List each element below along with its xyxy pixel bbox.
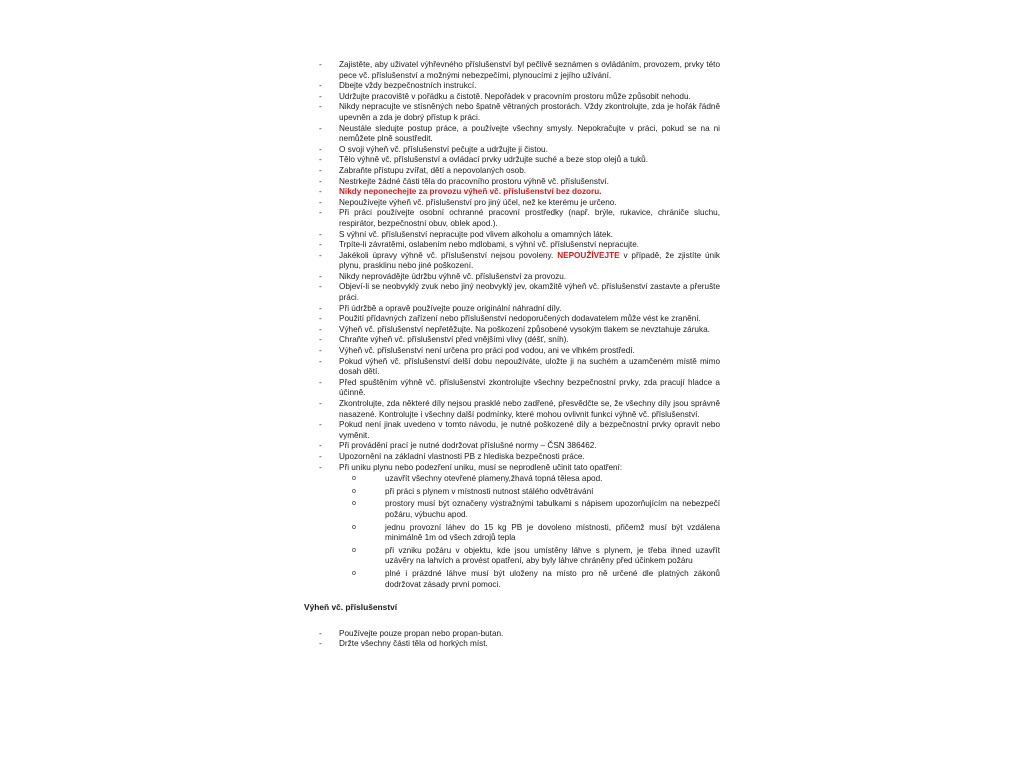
item-text: S výhní vč. příslušenství nepracujte pod vlivem alkoholu a omamných látek. xyxy=(339,229,613,239)
list-item xyxy=(300,346,720,357)
list-item xyxy=(300,357,720,378)
item-text: Dbejte vždy bezpečnostních instrukcí. xyxy=(339,81,477,91)
item-text: Před spuštěním výhně vč. příslušenství zkontrolujte všechny bezpečnostní prvky, zda pracují hladce a účinně. xyxy=(339,377,720,398)
list-item xyxy=(300,639,720,650)
item-text: Objeví-li se neobvyklý zvuk nebo jiný neobvyklý jev, okamžitě výheň vč. příslušenství zastavte a přerušte práci. xyxy=(339,282,720,303)
dash-bullet: - xyxy=(319,91,322,101)
section-list xyxy=(300,629,720,650)
sub-item-text: jednu provozní láhev do 15 kg PB je dovoleno místnosti, přičemž musí být vzdálena minimálně 1m od všech zdrojů tepla xyxy=(385,522,720,543)
list-item xyxy=(300,282,720,303)
item-text: Nepoužívejte výheň vč. příslušenství pro jiný účel, než ke kterému je určeno. xyxy=(339,197,617,207)
item-text: O svoji výheň vč. příslušenství pečujte a udržujte ji čistou. xyxy=(339,144,548,154)
list-item xyxy=(300,420,720,441)
list-item xyxy=(300,81,720,92)
item-text: Nestrkejte žádné části těla do pracovního prostoru výhně vč. příslušenství. xyxy=(339,176,609,186)
item-text: Pokud není jinak uvedeno v tomto návodu, je nutné poškozené díly a bezpečnostní prvky opravit nebo vyměnit. xyxy=(339,420,720,440)
section-heading: Výheň vč. příslušenství xyxy=(304,602,398,613)
item-text: Udržujte pracoviště v pořádku a čistotě. Nepořádek v pracovním prostoru může způsobit nehodu. xyxy=(339,91,691,101)
sub-list-item xyxy=(339,487,720,498)
sub-item-text: plné i prázdné láhve musí být uloženy na místo pro ně určené dle platných zákonů dodržovat zásady první pomoci. xyxy=(385,568,720,589)
list-item xyxy=(300,314,720,325)
sub-list-item xyxy=(339,474,720,485)
item-text: Chraňte výheň vč. příslušenství před vnějšími vlivy (déšť, sníh). xyxy=(339,335,569,345)
sub-item-text: prostory musí být označeny výstražnými tabulkami s nápisem upozorňujícím na nebezpečí požáru, výbuchu apod. xyxy=(385,499,720,519)
list-item xyxy=(300,102,720,123)
item-text: Výheň vč. příslušenství není určena pro práci pod vodou, ani ve vlhkém prostředí. xyxy=(339,346,635,356)
list-item xyxy=(300,240,720,251)
dash-bullet: - xyxy=(319,441,322,451)
safety-instructions-list xyxy=(300,60,720,590)
item-text: Při práci používejte osobní ochranné pracovní prostředky (např. brýle, rukavice, chrániče sluchu, respirátor, bezpečnostní obuv, oblek apod.). xyxy=(339,208,720,228)
list-item xyxy=(300,399,720,420)
document-page xyxy=(300,60,720,650)
item-text: Výheň vč. příslušenství nepřetěžujte. Na poškození způsobené vysokým tlakem se nevztahuje záruka. xyxy=(339,324,710,334)
item-text: Použití přídavných zařízení nebo příslušenství nedoporučených dodavatelem může vést ke zranění. xyxy=(339,314,701,324)
highlight-text: NEPOUŽÍVEJTE xyxy=(557,250,620,260)
sub-list-item xyxy=(339,546,720,567)
dash-bullet: - xyxy=(319,60,322,69)
dash-bullet: - xyxy=(319,250,322,260)
dash-bullet: - xyxy=(319,144,322,154)
dash-bullet: - xyxy=(319,628,322,638)
list-item xyxy=(300,441,720,452)
dash-bullet: - xyxy=(319,377,322,387)
list-item xyxy=(300,208,720,229)
list-item xyxy=(300,198,720,209)
list-item xyxy=(300,378,720,399)
sub-item-text: při vzniku požáru v objektu, kde jsou umístěny láhve s plynem, je třeba ihned uzavřít uzávěry na lahvích a provést opatření, aby byly láhve chráněny před účinkem požáru xyxy=(385,545,720,566)
dash-bullet: - xyxy=(319,81,322,91)
list-item xyxy=(300,629,720,640)
list-item xyxy=(300,166,720,177)
item-text: Upozornění na základní vlastnosti PB z hlediska bezpečnosti práce. xyxy=(339,451,585,461)
sub-list-item xyxy=(339,523,720,544)
list-item xyxy=(300,335,720,346)
list-item xyxy=(300,463,720,591)
list-item xyxy=(300,272,720,283)
sub-list-item xyxy=(339,499,720,520)
item-text: Při uniku plynu nebo podezření uniku, musí se neprodleně učinit tato opatření: xyxy=(339,462,623,472)
gas-leak-measures-list xyxy=(339,474,720,590)
item-text: Držte všechny části těla od horkých míst. xyxy=(339,639,488,649)
list-item xyxy=(300,124,720,145)
dash-bullet: - xyxy=(319,420,322,430)
item-text: Při údržbě a opravě používejte pouze originální náhradní díly. xyxy=(339,303,562,313)
dash-bullet: - xyxy=(319,314,322,324)
item-text-part: Jakékoli úpravy výhně vč. příslušenství nejsou povoleny. xyxy=(339,250,554,260)
dash-bullet: - xyxy=(319,123,322,133)
dash-bullet: - xyxy=(319,176,322,186)
item-text: Při provádění prací je nutné dodržovat příslušné normy – ČSN 386462. xyxy=(339,441,597,451)
item-text: Tělo výhně vč. příslušenství a ovládací prvky udržujte suché a beze stop olejů a tuků. xyxy=(339,155,649,165)
dash-bullet: - xyxy=(319,282,322,292)
dash-bullet: - xyxy=(319,346,322,356)
list-item xyxy=(300,251,720,272)
list-item xyxy=(300,304,720,315)
sub-item-text: při práci s plynem v místnosti nutnost stálého odvětrávání xyxy=(385,486,594,496)
list-item xyxy=(300,60,720,81)
dash-bullet: - xyxy=(319,451,322,461)
list-item xyxy=(300,325,720,336)
dash-bullet: - xyxy=(319,102,322,112)
circle-bullet: o xyxy=(352,569,356,577)
list-item xyxy=(300,230,720,241)
item-text: Neustále sledujte postup práce, a používejte všechny smysly. Nepokračujte v práci, pokud se na ni nemůžete plně soustředit. xyxy=(339,123,720,144)
item-text: Zabraňte přístupu zvířat, dětí a nepovolaných osob. xyxy=(339,165,527,175)
dash-bullet: - xyxy=(319,197,322,207)
list-item xyxy=(300,92,720,103)
circle-bullet: o xyxy=(352,523,356,531)
list-item xyxy=(300,145,720,156)
list-item xyxy=(300,452,720,463)
warning-text: Nikdy neponechejte za provozu výheň vč. příslušenství bez dozoru. xyxy=(339,187,602,197)
item-text: Nikdy neprovádějte údržbu výhně vč. příslušenství za provozu. xyxy=(339,271,567,281)
dash-bullet: - xyxy=(319,303,322,313)
item-text-part: v případě, že zjistíte únik plynu, prasklinu nebo jiné poškození. xyxy=(339,250,720,271)
dash-bullet: - xyxy=(319,356,322,366)
list-item xyxy=(300,177,720,188)
dash-bullet: - xyxy=(319,155,322,165)
item-text: Zajistěte, aby uživatel výhřevného příslušenství byl pečlivě seznámen s ovládáním, provozem, prvky této pece vč. příslušenství a možnými nebezpečími, plynoucími z jejího užívání. xyxy=(339,60,720,80)
circle-bullet: o xyxy=(352,475,356,483)
circle-bullet: o xyxy=(352,546,356,554)
dash-bullet: - xyxy=(319,639,322,649)
dash-bullet: - xyxy=(319,240,322,250)
item-text: Trpíte-li závratěmi, oslabením nebo mdlobami, s výhní vč. příslušenství nepracujte. xyxy=(339,240,640,250)
dash-bullet: - xyxy=(319,165,322,175)
dash-bullet: - xyxy=(319,462,322,472)
item-text-combined xyxy=(339,251,720,271)
dash-bullet: - xyxy=(319,208,322,218)
circle-bullet: o xyxy=(352,487,356,495)
list-item-warning xyxy=(300,187,720,198)
dash-bullet: - xyxy=(319,324,322,334)
item-text: Používejte pouze propan nebo propan-butan. xyxy=(339,628,504,638)
circle-bullet: o xyxy=(352,500,356,508)
item-text: Zkontrolujte, zda některé díly nejsou prasklé nebo zadřené, přesvědčte se, že všechny díly jsou správně nasazené. Kontrolujte i všechny další podmínky, které mohou ovlivnit funkci výhně vč. příslušenství. xyxy=(339,399,720,419)
item-text: Pokud výheň vč. příslušenství delší dobu nepoužíváte, uložte ji na suchém a uzamčeném místě mimo dosah dětí. xyxy=(339,356,720,377)
sub-list-item xyxy=(339,569,720,590)
dash-bullet: - xyxy=(319,399,322,408)
sub-item-text: uzavřít všechny otevřené plameny,žhavá topná tělesa apod. xyxy=(385,474,603,484)
dash-bullet: - xyxy=(319,271,322,281)
dash-bullet: - xyxy=(319,335,322,345)
item-text: Nikdy nepracujte ve stísněných nebo špatně větraných prostorách. Vždy zkontrolujte, zda je hořák řádně upevněn a zda je dobrý přístup k práci. xyxy=(339,102,720,122)
list-item xyxy=(300,155,720,166)
dash-bullet: - xyxy=(319,229,322,239)
dash-bullet: - xyxy=(319,187,322,197)
